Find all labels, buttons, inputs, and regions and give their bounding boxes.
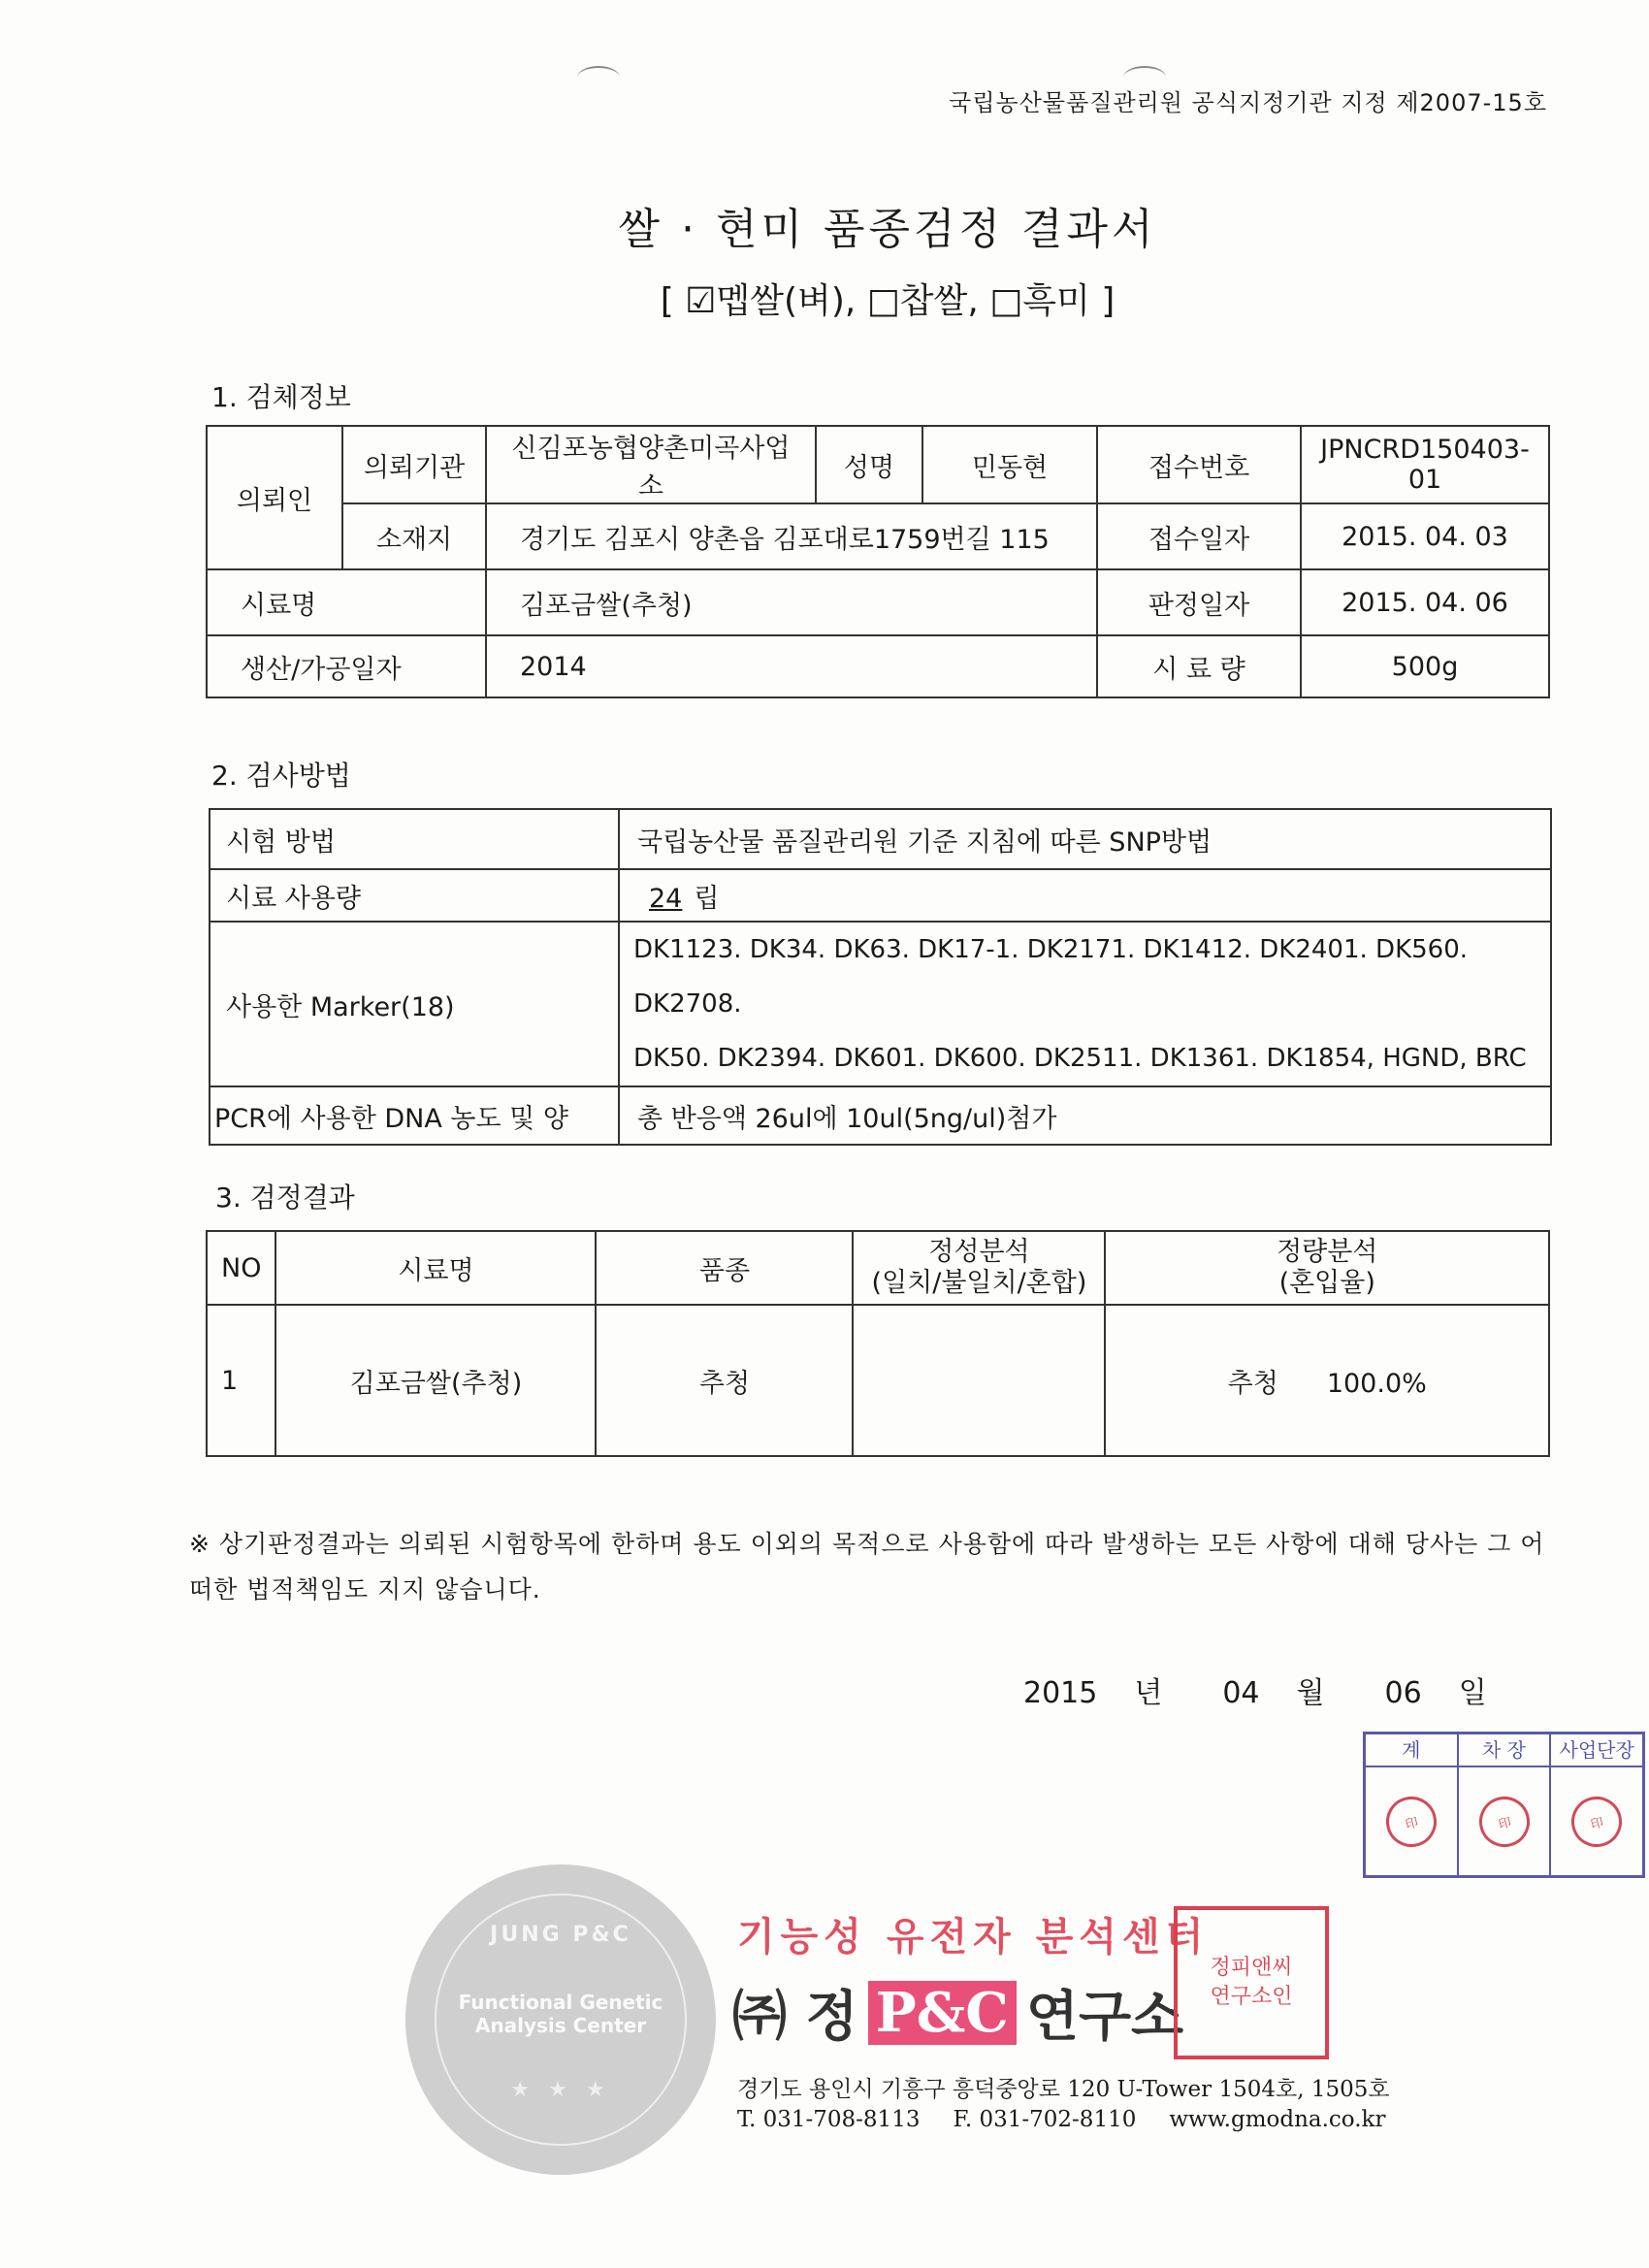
test-method-table	[209, 808, 1552, 1146]
row-no: 1	[207, 1305, 275, 1456]
company-emblem-icon	[405, 1864, 716, 2175]
section3-heading: 3. 검정결과	[215, 1182, 355, 1214]
emblem-top-text: JUNG P&C	[490, 1923, 631, 1947]
emblem-mid-line-2: Analysis Center	[474, 2014, 647, 2037]
rice-type-checkboxes: [ ☑멥쌀(벼), □찹쌀, □흑미 ]	[660, 281, 1116, 321]
pcr-label: PCR에 사용한 DNA 농도 및 양	[210, 1086, 619, 1145]
issue-date	[1023, 1669, 1524, 1711]
approval-col-2-label: 차 장	[1459, 1734, 1550, 1767]
section2-heading: 2. 검사방법	[211, 760, 351, 792]
approval-col-2	[1459, 1734, 1552, 1875]
document-title: 쌀 · 현미 품종검정 결과서	[618, 205, 1157, 254]
sample-value: 김포금쌀(추청)	[486, 569, 1097, 635]
name-value: 민동현	[922, 426, 1097, 503]
company-seal-icon	[1174, 1906, 1329, 2059]
prod-date-label: 생산/가공일자	[207, 635, 486, 697]
usage-unit: 립	[694, 883, 720, 914]
approval-stamp-icon: 印	[1380, 1791, 1442, 1853]
approval-stamp-icon: 印	[1473, 1791, 1536, 1853]
method-value: 국립농산물 품질관리원 기준 지침에 따른 SNP방법	[619, 809, 1551, 869]
header-sample: 시료명	[275, 1231, 596, 1305]
row-qualitative	[853, 1305, 1105, 1456]
approval-col-3	[1551, 1734, 1642, 1875]
receipt-no-label: 접수번호	[1097, 426, 1301, 503]
requester-label: 의뢰인	[207, 426, 342, 569]
approval-box	[1363, 1732, 1645, 1878]
sample-info-table	[206, 425, 1550, 698]
header-qualitative-sub: (일치/불일치/혼합)	[871, 1268, 1087, 1298]
prod-date-value: 2014	[486, 635, 1097, 697]
org-center-name: 기능성 유전자 분석센터	[737, 1915, 1210, 1960]
header-qualitative	[853, 1231, 1105, 1305]
punch-hole-left	[577, 66, 620, 89]
org-web: www.gmodna.co.kr	[1169, 2107, 1386, 2132]
org-fax: F. 031-702-8110	[953, 2107, 1137, 2132]
marker-line-1: DK1123. DK34. DK63. DK17-1. DK2171. DK1412. DK2401. DK560. DK2708.	[633, 935, 1469, 1019]
header-quantitative-sub: (혼입율)	[1278, 1268, 1375, 1298]
amount-value: 500g	[1301, 635, 1549, 697]
row-quantitative	[1105, 1305, 1549, 1456]
row-variety: 추청	[596, 1305, 853, 1456]
result-table	[206, 1230, 1550, 1457]
address-label: 소재지	[342, 503, 486, 569]
row-quant-value: 100.0%	[1326, 1368, 1427, 1399]
org-address: 경기도 용인시 기흥구 흥덕중앙로 120 U-Tower 1504호, 1505호	[737, 2077, 1390, 2102]
emblem-bottom-text: ★ ★ ★	[510, 2078, 611, 2102]
marker-label: 사용한 Marker(18)	[210, 922, 619, 1086]
method-label: 시험 방법	[210, 809, 619, 869]
emblem-mid-line-1: Functional Genetic	[458, 1991, 663, 2014]
org-name	[732, 1974, 1183, 2052]
approval-col-3-label: 사업단장	[1551, 1734, 1642, 1767]
date-day-unit: 일	[1458, 1676, 1487, 1710]
name-label: 성명	[816, 426, 922, 503]
judge-date-label: 판정일자	[1097, 569, 1301, 635]
marker-line-2: DK50. DK2394. DK601. DK600. DK2511. DK1361. DK1854, HGND, BRC	[633, 1044, 1527, 1073]
receipt-date-value: 2015. 04. 03	[1301, 503, 1549, 569]
header-qualitative-title: 정성분석	[928, 1237, 1030, 1267]
header-no: NO	[207, 1231, 275, 1305]
org-prefix: ㈜ 정	[732, 1986, 858, 2049]
header-quantitative	[1105, 1231, 1549, 1305]
address-value: 경기도 김포시 양촌읍 김포대로1759번길 115	[486, 503, 1097, 569]
approval-col-1-label: 계	[1366, 1734, 1457, 1767]
org-contact	[737, 2107, 1419, 2132]
org-pc: P&C	[868, 1981, 1017, 2045]
receipt-date-label: 접수일자	[1097, 503, 1301, 569]
section1-heading: 1. 검체정보	[211, 381, 351, 413]
date-month-unit: 월	[1296, 1676, 1325, 1710]
date-month: 04	[1222, 1676, 1260, 1710]
sample-label: 시료명	[207, 569, 486, 635]
date-day: 06	[1384, 1676, 1422, 1710]
org-suffix: 연구소	[1025, 1986, 1184, 2049]
amount-label: 시 료 량	[1097, 635, 1301, 697]
row-quant-variety: 추청	[1227, 1368, 1278, 1399]
marker-list	[619, 922, 1551, 1086]
company-seal-text: 정피앤씨연구소인	[1210, 1956, 1293, 2009]
header-variety: 품종	[596, 1231, 853, 1305]
judge-date-value: 2015. 04. 06	[1301, 569, 1549, 635]
row-sample: 김포금쌀(추청)	[275, 1305, 596, 1456]
usage-value-cell	[619, 869, 1551, 922]
receipt-no-value: JPNCRD150403-01	[1301, 426, 1549, 503]
org-label: 의뢰기관	[342, 426, 486, 503]
pcr-value: 총 반응액 26ul에 10ul(5ng/ul)첨가	[619, 1086, 1551, 1145]
org-tel: T. 031-708-8113	[737, 2107, 921, 2132]
org-value: 신김포농협양촌미곡사업소	[486, 426, 816, 503]
date-year: 2015	[1023, 1676, 1098, 1710]
emblem-mid-text	[405, 1991, 716, 2037]
date-year-unit: 년	[1134, 1676, 1163, 1710]
header-quantitative-title: 정량분석	[1277, 1237, 1378, 1267]
usage-value: 24	[649, 883, 683, 914]
usage-label: 시료 사용량	[210, 869, 619, 922]
approval-col-1	[1366, 1734, 1459, 1875]
approval-stamp-icon: 印	[1566, 1791, 1628, 1853]
accreditation-note: 국립농산물품질관리원 공식지정기관 지정 제2007-15호	[949, 89, 1547, 116]
disclaimer: ※ 상기판정결과는 의뢰된 시험항목에 한하며 용도 이외의 목적으로 사용함에 따라 발생하는 모든 사항에 대해 당사는 그 어떠한 법적책임도 지지 않습니다.	[189, 1530, 1545, 1604]
